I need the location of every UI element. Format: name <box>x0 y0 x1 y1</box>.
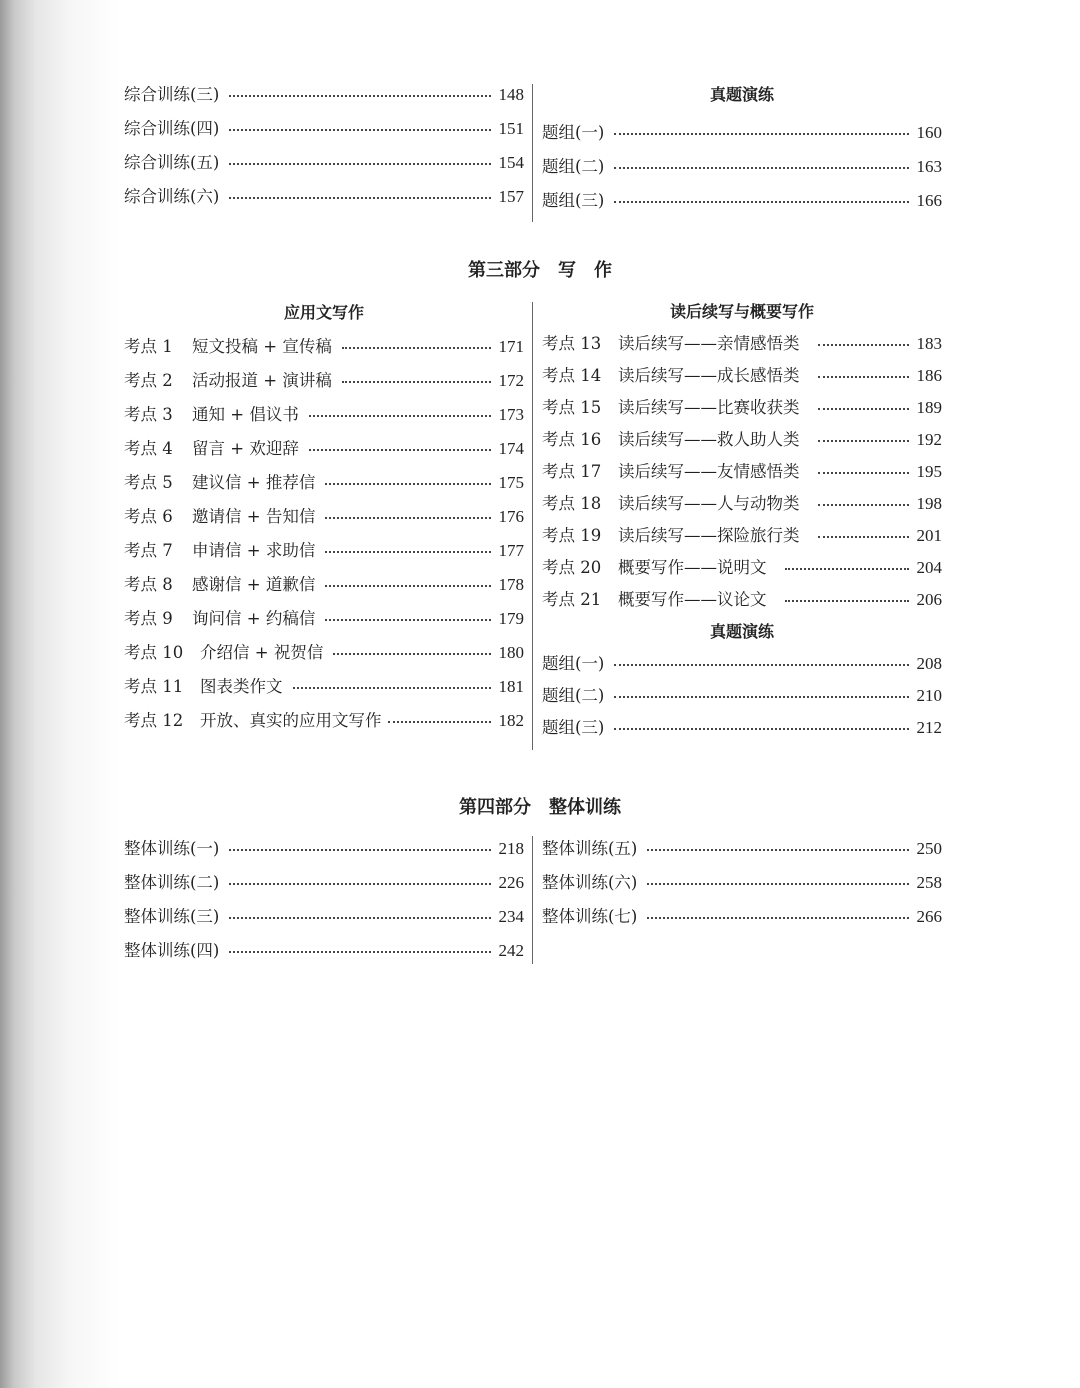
part4-left-list <box>124 832 524 968</box>
toc-entry[interactable] <box>124 568 524 602</box>
part3-left-list <box>124 296 524 738</box>
dot-leader <box>229 197 490 199</box>
entry-page: 178 <box>498 575 524 594</box>
entry-page: 157 <box>498 187 524 206</box>
dot-leader <box>818 376 909 378</box>
dot-leader <box>647 917 908 919</box>
dot-leader <box>309 449 491 451</box>
entry-key: 考点 5 <box>124 473 173 492</box>
entry-page: 172 <box>498 371 524 390</box>
toc-entry[interactable] <box>124 432 524 466</box>
entry-title: 询问信 + 约稿信 <box>192 609 316 628</box>
dot-leader <box>388 721 491 723</box>
section-subheading: 应用文写作 <box>283 303 364 322</box>
entry-page: 250 <box>916 839 942 858</box>
toc-entry[interactable] <box>542 184 942 218</box>
top-left-list <box>124 78 524 214</box>
dot-leader <box>293 687 491 689</box>
entry-title: 综合训练(四) <box>124 119 220 138</box>
entry-page: 182 <box>498 711 524 730</box>
dot-leader <box>325 619 490 621</box>
entry-page: 189 <box>916 398 942 417</box>
dot-leader <box>818 440 909 442</box>
entry-title: 整体训练(五) <box>542 839 638 858</box>
entry-key: 考点 14 <box>542 366 602 385</box>
entry-key: 考点 13 <box>542 334 602 353</box>
toc-entry[interactable] <box>542 488 942 520</box>
entry-key: 考点 7 <box>124 541 173 560</box>
toc-entry[interactable] <box>124 78 524 112</box>
entry-title: 留言 + 欢迎辞 <box>192 439 299 458</box>
entry-page: 171 <box>498 337 524 356</box>
entry-key: 考点 17 <box>542 462 602 481</box>
dot-leader <box>229 951 490 953</box>
dot-leader <box>325 483 490 485</box>
entry-page: 206 <box>916 590 942 609</box>
toc-entry[interactable] <box>542 116 942 150</box>
toc-entry[interactable] <box>124 466 524 500</box>
toc-entry[interactable] <box>542 150 942 184</box>
entry-title: 读后续写——成长感悟类 <box>618 366 800 385</box>
entry-key: 考点 21 <box>542 590 602 609</box>
toc-entry[interactable] <box>542 648 942 680</box>
entry-title: 整体训练(四) <box>124 941 220 960</box>
entry-page: 173 <box>498 405 524 424</box>
dot-leader <box>325 585 490 587</box>
dot-leader <box>614 201 908 203</box>
toc-entry[interactable] <box>542 584 942 616</box>
toc-entry[interactable] <box>542 866 942 900</box>
dot-leader <box>614 728 908 730</box>
entry-page: 186 <box>916 366 942 385</box>
dot-leader <box>229 95 490 97</box>
entry-title: 整体训练(一) <box>124 839 220 858</box>
toc-entry[interactable] <box>124 832 524 866</box>
entry-title: 读后续写——救人助人类 <box>618 430 800 449</box>
entry-title: 建议信 + 推荐信 <box>192 473 316 492</box>
toc-entry[interactable] <box>124 364 524 398</box>
entry-page: 181 <box>498 677 524 696</box>
part4-right-list <box>542 832 942 934</box>
entry-page: 177 <box>498 541 524 560</box>
entry-page: 266 <box>916 907 942 926</box>
part-heading: 第三部分 写 作 <box>468 260 612 281</box>
dot-leader <box>229 163 490 165</box>
entry-title: 综合训练(六) <box>124 187 220 206</box>
entry-page: 148 <box>498 85 524 104</box>
dot-leader <box>647 849 908 851</box>
toc-entry[interactable] <box>124 670 524 704</box>
dot-leader <box>818 504 909 506</box>
entry-page: 226 <box>498 873 524 892</box>
entry-page: 163 <box>916 157 942 176</box>
toc-entry[interactable] <box>124 704 524 738</box>
section-subheading: 真题演练 <box>709 622 774 641</box>
dot-leader <box>818 472 909 474</box>
entry-title: 题组(一) <box>542 123 605 142</box>
toc-entry[interactable] <box>124 180 524 214</box>
column-divider <box>532 84 533 222</box>
toc-entry[interactable] <box>124 602 524 636</box>
entry-title: 感谢信 + 道歉信 <box>192 575 316 594</box>
entry-title: 概要写作——议论文 <box>618 590 767 609</box>
entry-title: 题组(一) <box>542 654 605 673</box>
entry-page: 160 <box>916 123 942 142</box>
entry-title: 读后续写——友情感悟类 <box>618 462 800 481</box>
entry-page: 234 <box>498 907 524 926</box>
entry-key: 考点 12 <box>124 711 184 730</box>
entry-title: 读后续写——亲情感悟类 <box>618 334 800 353</box>
toc-entry[interactable] <box>124 934 524 968</box>
toc-entry[interactable] <box>542 520 942 552</box>
entry-page: 166 <box>916 191 942 210</box>
dot-leader <box>333 653 490 655</box>
top-right-list <box>542 78 942 218</box>
toc-entry[interactable] <box>542 712 942 744</box>
dot-leader <box>342 347 491 349</box>
dot-leader <box>309 415 491 417</box>
toc-entry[interactable] <box>124 146 524 180</box>
toc-entry[interactable] <box>124 866 524 900</box>
entry-key: 考点 15 <box>542 398 602 417</box>
entry-key: 考点 10 <box>124 643 184 662</box>
entry-key: 考点 8 <box>124 575 173 594</box>
toc-entry[interactable] <box>542 552 942 584</box>
dot-leader <box>818 344 909 346</box>
dot-leader <box>785 568 909 570</box>
toc-entry[interactable] <box>542 360 942 392</box>
dot-leader <box>614 696 908 698</box>
entry-key: 考点 20 <box>542 558 602 577</box>
toc-entry[interactable] <box>124 636 524 670</box>
entry-title: 申请信 + 求助信 <box>192 541 316 560</box>
dot-leader <box>229 917 490 919</box>
entry-page: 218 <box>498 839 524 858</box>
entry-title: 综合训练(三) <box>124 85 220 104</box>
entry-page: 175 <box>498 473 524 492</box>
dot-leader <box>614 167 908 169</box>
toc-entry[interactable] <box>124 112 524 146</box>
toc-entry[interactable] <box>542 832 942 866</box>
entry-title: 题组(二) <box>542 157 605 176</box>
entry-title: 题组(三) <box>542 191 605 210</box>
dot-leader <box>818 536 909 538</box>
entry-title: 读后续写——人与动物类 <box>618 494 800 513</box>
entry-title: 题组(二) <box>542 686 605 705</box>
toc-entry[interactable] <box>542 392 942 424</box>
entry-title: 概要写作——说明文 <box>618 558 767 577</box>
entry-title: 邀请信 + 告知信 <box>192 507 316 526</box>
entry-key: 考点 9 <box>124 609 173 628</box>
toc-entry[interactable] <box>542 328 942 360</box>
entry-key: 考点 1 <box>124 337 173 356</box>
entry-key: 考点 11 <box>124 677 184 696</box>
entry-title: 读后续写——比赛收获类 <box>618 398 800 417</box>
entry-page: 208 <box>916 654 942 673</box>
entry-title: 综合训练(五) <box>124 153 220 172</box>
entry-key: 考点 16 <box>542 430 602 449</box>
entry-page: 212 <box>916 718 942 737</box>
dot-leader <box>614 133 908 135</box>
entry-key: 考点 3 <box>124 405 173 424</box>
entry-page: 242 <box>498 941 524 960</box>
toc-entry[interactable] <box>542 424 942 456</box>
entry-key: 考点 6 <box>124 507 173 526</box>
column-divider <box>532 302 533 750</box>
dot-leader <box>342 381 491 383</box>
entry-page: 210 <box>916 686 942 705</box>
entry-page: 192 <box>916 430 942 449</box>
entry-page: 258 <box>916 873 942 892</box>
entry-title: 整体训练(二) <box>124 873 220 892</box>
entry-title: 整体训练(七) <box>542 907 638 926</box>
part3-right-list <box>542 296 942 744</box>
entry-title: 短文投稿 + 宣传稿 <box>192 337 332 356</box>
dot-leader <box>229 129 490 131</box>
toc-entry[interactable] <box>124 330 524 364</box>
entry-page: 179 <box>498 609 524 628</box>
part-heading: 第四部分 整体训练 <box>459 797 621 818</box>
toc-entry[interactable] <box>542 900 942 934</box>
entry-page: 176 <box>498 507 524 526</box>
toc-entry[interactable] <box>124 398 524 432</box>
dot-leader <box>647 883 908 885</box>
entry-page: 201 <box>916 526 942 545</box>
toc-entry[interactable] <box>124 534 524 568</box>
toc-entry[interactable] <box>542 680 942 712</box>
entry-title: 图表类作文 <box>200 677 283 696</box>
column-divider <box>532 836 533 964</box>
entry-title: 整体训练(六) <box>542 873 638 892</box>
entry-key: 考点 19 <box>542 526 602 545</box>
entry-page: 180 <box>498 643 524 662</box>
entry-page: 154 <box>498 153 524 172</box>
entry-page: 151 <box>498 119 524 138</box>
entry-title: 读后续写——探险旅行类 <box>618 526 800 545</box>
entry-title: 开放、真实的应用文写作 <box>200 711 382 730</box>
toc-entry[interactable] <box>542 456 942 488</box>
entry-key: 考点 4 <box>124 439 173 458</box>
section-subheading: 读后续写与概要写作 <box>669 302 814 321</box>
dot-leader <box>818 408 909 410</box>
entry-page: 174 <box>498 439 524 458</box>
dot-leader <box>229 883 490 885</box>
entry-title: 整体训练(三) <box>124 907 220 926</box>
entry-key: 考点 18 <box>542 494 602 513</box>
entry-page: 195 <box>916 462 942 481</box>
toc-entry[interactable] <box>124 500 524 534</box>
entry-title: 题组(三) <box>542 718 605 737</box>
toc-entry[interactable] <box>124 900 524 934</box>
entry-title: 通知 + 倡议书 <box>192 405 299 424</box>
entry-key: 考点 2 <box>124 371 173 390</box>
dot-leader <box>229 849 490 851</box>
entry-title: 活动报道 + 演讲稿 <box>192 371 332 390</box>
section-subheading: 真题演练 <box>709 85 774 104</box>
entry-page: 204 <box>916 558 942 577</box>
dot-leader <box>785 600 909 602</box>
dot-leader <box>325 551 490 553</box>
entry-page: 198 <box>916 494 942 513</box>
dot-leader <box>325 517 490 519</box>
dot-leader <box>614 664 908 666</box>
entry-page: 183 <box>916 334 942 353</box>
entry-title: 介绍信 + 祝贺信 <box>200 643 324 662</box>
